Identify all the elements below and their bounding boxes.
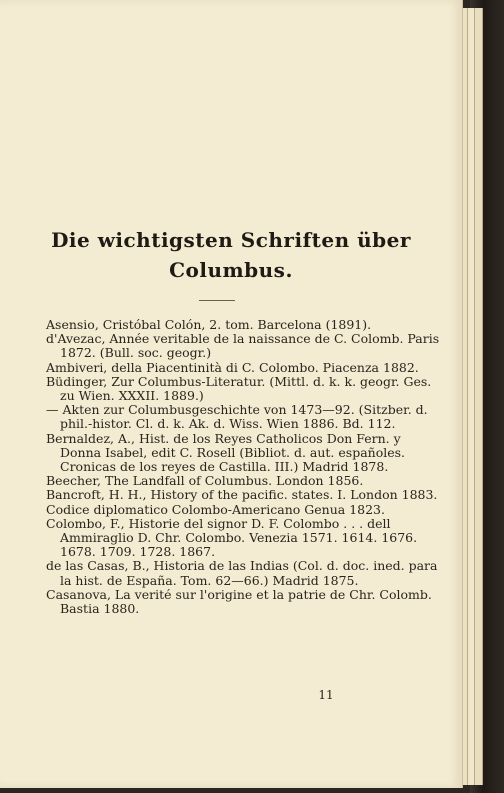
page-title-continued: Columbus. xyxy=(169,258,293,282)
bibliography-entry: Ambiveri, della Piacentinità di C. Colombo. Piacenza 1882. xyxy=(46,359,419,375)
bibliography-list xyxy=(46,318,444,616)
bibliography-entry: d'Avezac, Année veritable de la naissance de C. Colomb. Paris 1872. (Bull. soc. geogr.) xyxy=(46,331,440,361)
bibliography-entry: — Akten zur Columbusgeschichte von 1473—92. (Sitzber. d. phil.-histor. Cl. d. k. Ak. d. Wiss. Wien 1886. Bd. 112. xyxy=(46,402,428,432)
bibliography-entry: Codice diplomatico Colombo-Americano Genua 1823. xyxy=(46,501,385,517)
bibliography-entry: Colombo, F., Historie del signor D. F. Colombo . . . dell Ammiraglio D. Chr. Colombo. Venezia 1571. 1614. 1676. 1678. 1709. 1728. 1867. xyxy=(46,515,418,560)
bibliography-entry: Bancroft, H. H., History of the pacific. states. I. London 1883. xyxy=(46,487,438,503)
bibliography-entry: de las Casas, B., Historia de las Indias (Col. d. doc. ined. para la hist. de España. Tom. 62—66.) Madrid 1875. xyxy=(46,558,438,588)
page-number: 11 xyxy=(318,688,334,702)
bibliography-entry: Büdinger, Zur Columbus-Literatur. (Mittl. d. k. k. geogr. Ges. zu Wien. XXXII. 1889.) xyxy=(46,373,432,404)
bibliography-entry: Bernaldez, A., Hist. de los Reyes Catholicos Don Fern. y Donna Isabel, edit C. Rosell (Bibliot. d. aut. españoles. Cronicas de los reyes de Castilla. III.) Madrid 1878. xyxy=(46,430,406,475)
bibliography-entry: Beecher, The Landfall of Columbus. London 1856. xyxy=(46,473,364,489)
bibliography-entry: Asensio, Cristóbal Colón, 2. tom. Barcelona (1891). xyxy=(46,317,372,332)
title-divider xyxy=(199,300,235,301)
page-title: Die wichtigsten Schriften über xyxy=(51,228,411,252)
bibliography-entry: Casanova, La verité sur l'origine et la patrie de Chr. Colomb. Bastia 1880. xyxy=(46,586,432,617)
